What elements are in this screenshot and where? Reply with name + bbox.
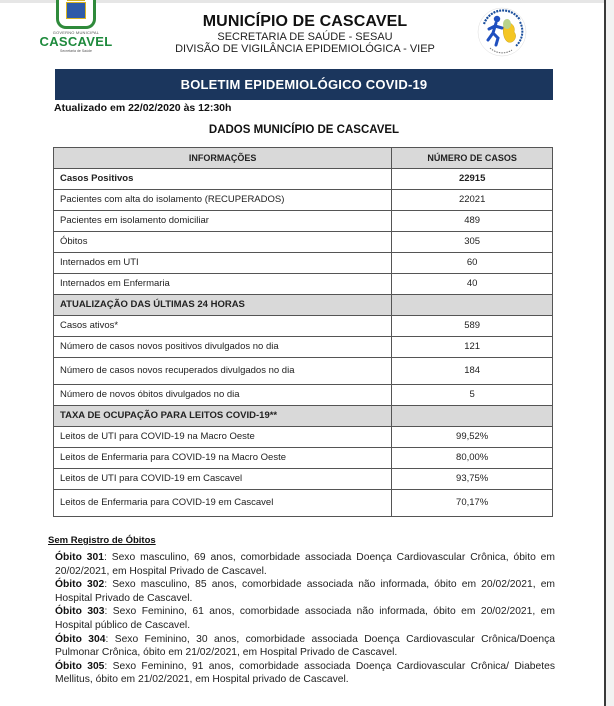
row-value: 305	[392, 232, 553, 253]
table-row	[54, 169, 553, 190]
table-row	[54, 232, 553, 253]
death-id: Óbito 305	[55, 660, 105, 672]
row-value: 589	[392, 316, 553, 337]
section-value	[392, 295, 553, 316]
row-label: Leitos de UTI para COVID-19 em Cascavel	[54, 469, 392, 490]
table-row	[54, 316, 553, 337]
running-figure-icon	[476, 2, 528, 60]
death-details: : Sexo Feminino, 30 anos, comorbidade associada Doença Cardiovascular Crônica/Doença Pulmonar Crônica, óbito em 21/02/2021, em Hospital Privado de Cascavel.	[55, 633, 556, 659]
section-row-24h	[54, 295, 553, 316]
logo-gov-text: GOVERNO MUNICIPAL	[52, 30, 100, 35]
logo-secretaria-text: Secretaria de Saúde	[60, 49, 92, 53]
row-value: 184	[392, 358, 553, 385]
row-label: Casos ativos*	[54, 316, 392, 337]
page-edge	[604, 0, 606, 706]
row-value: 22915	[392, 169, 553, 190]
right-margin	[606, 0, 614, 706]
row-label: Internados em Enfermaria	[54, 274, 392, 295]
row-label: Óbitos	[54, 232, 392, 253]
row-label: Casos Positivos	[54, 169, 392, 190]
table-row	[54, 358, 553, 385]
death-entry	[55, 605, 555, 632]
section-label: TAXA DE OCUPAÇÃO PARA LEITOS COVID-19**	[54, 406, 392, 427]
table-row	[54, 469, 553, 490]
table-row	[54, 211, 553, 232]
bulletin-banner: BOLETIM EPIDEMIOLÓGICO COVID-19	[55, 69, 553, 100]
table-row	[54, 190, 553, 211]
row-value: 70,17%	[392, 490, 553, 517]
cases-table	[53, 147, 553, 517]
death-id: Óbito 303	[55, 606, 105, 618]
death-details: : Sexo masculino, 69 anos, comorbidade associada Doença Cardiovascular Crônica, óbito em 20/02/2021, em Hospital Privado de Cascavel.	[55, 552, 555, 577]
table-header-row	[54, 148, 553, 169]
table-row	[54, 274, 553, 295]
deaths-list	[55, 551, 555, 687]
deaths-section-title: Sem Registro de Óbitos	[48, 535, 156, 546]
shield-icon	[66, 2, 86, 19]
row-label: Leitos de UTI para COVID-19 na Macro Oeste	[54, 427, 392, 448]
row-label: Pacientes em isolamento domiciliar	[54, 211, 392, 232]
death-details: : Sexo Feminino, 91 anos, comorbidade associada Doença Cardiovascular Crônica/ Diabetes Mellitus, óbito em 21/02/2021, em Hospital privado de Cascavel.	[55, 660, 555, 686]
row-value: 121	[392, 337, 553, 358]
death-entry	[55, 578, 555, 605]
row-value: 22021	[392, 190, 553, 211]
table-row	[54, 490, 553, 517]
death-details: : Sexo Feminino, 61 anos, comorbidade associada não informada, óbito em 20/02/2021, em Hospital público de Cascavel.	[55, 606, 555, 631]
cascavel-logo	[34, 0, 118, 54]
page-subtitle-secretaria: SECRETARIA DE SAÚDE - SESAU	[217, 31, 393, 43]
section-row-ocupacao	[54, 406, 553, 427]
row-label: Número de casos novos positivos divulgados no dia	[54, 337, 392, 358]
section-value	[392, 406, 553, 427]
table-row	[54, 253, 553, 274]
updated-timestamp: Atualizado em 22/02/2020 às 12:30h	[54, 102, 232, 114]
row-value: 40	[392, 274, 553, 295]
table-row	[54, 427, 553, 448]
table-row	[54, 385, 553, 406]
row-label: Pacientes com alta do isolamento (RECUPERADOS)	[54, 190, 392, 211]
logo-city-text: CASCAVEL	[39, 34, 113, 49]
row-label: Internados em UTI	[54, 253, 392, 274]
crest-icon	[56, 0, 96, 29]
crown-icon	[67, 0, 85, 1]
page-subtitle-divisao: DIVISÃO DE VIGILÂNCIA EPIDEMIOLÓGICA - VIEP	[175, 43, 435, 55]
row-value: 60	[392, 253, 553, 274]
row-value: 93,75%	[392, 469, 553, 490]
column-header-informacoes: INFORMAÇÕES	[54, 148, 392, 169]
row-value: 99,52%	[392, 427, 553, 448]
viep-logo	[476, 2, 528, 60]
death-entry	[55, 633, 555, 660]
row-value: 489	[392, 211, 553, 232]
table-row	[54, 448, 553, 469]
death-id: Óbito 302	[55, 579, 105, 591]
table-row	[54, 337, 553, 358]
row-label: Número de novos óbitos divulgados no dia	[54, 385, 392, 406]
death-id: Óbito 304	[55, 633, 106, 645]
table-title: DADOS MUNICÍPIO DE CASCAVEL	[208, 124, 400, 136]
row-label: Leitos de Enfermaria para COVID-19 na Macro Oeste	[54, 448, 392, 469]
row-label: Leitos de Enfermaria para COVID-19 em Cascavel	[54, 490, 392, 517]
row-value: 80,00%	[392, 448, 553, 469]
row-value: 5	[392, 385, 553, 406]
death-entry	[55, 551, 555, 578]
death-id: Óbito 301	[55, 552, 104, 563]
death-entry	[55, 660, 555, 687]
page-title: MUNICÍPIO DE CASCAVEL	[202, 13, 408, 30]
row-label: Número de casos novos recuperados divulgados no dia	[54, 358, 392, 385]
column-header-numero-casos: NÚMERO DE CASOS	[392, 148, 553, 169]
section-label: ATUALIZAÇÃO DAS ÚLTIMAS 24 HORAS	[54, 295, 392, 316]
death-details: : Sexo masculino, 85 anos, comorbidade associada não informada, óbito em 20/02/2021, em Hospital Privado de Cascavel.	[55, 579, 556, 604]
